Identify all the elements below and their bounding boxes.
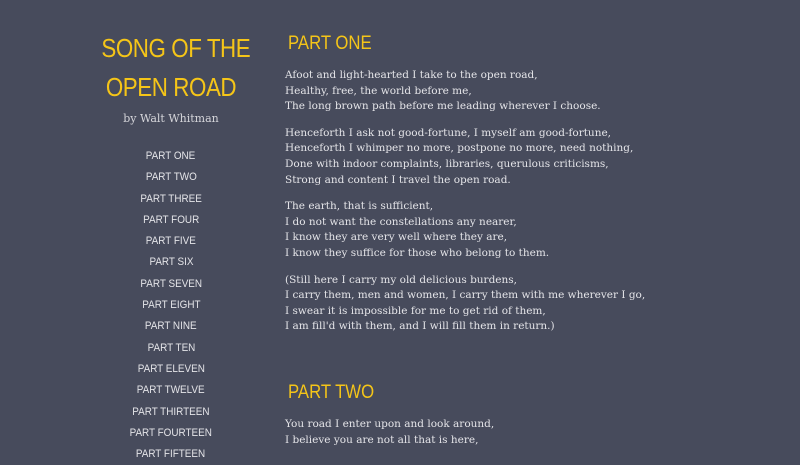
poem-line: Afoot and light-hearted I take to the open road, [285,69,538,81]
book-title-line1: SONG OF THE [101,33,251,63]
poem-line: I swear it is impossible for me to get rid of them, [285,304,546,317]
poem-line: I know they suffice for those who belong to them. [285,246,550,259]
section-part-one [285,32,645,335]
toc-item [90,249,252,270]
author-byline: by Walt Whitman [123,112,219,125]
toc-link-part-nine[interactable]: PART NINE [145,320,197,333]
toc-link-part-six[interactable]: PART SIX [148,256,194,269]
toc-item [90,356,252,377]
poem-line: (Still here I carry my old delicious burdens, [285,273,517,286]
poem-line: Healthy, free, the world before me, [285,84,472,97]
stanzas-part-two [285,417,494,448]
toc-link-part-eight[interactable]: PART EIGHT [141,299,201,312]
stanza [285,417,494,448]
stanza-gap [285,262,645,273]
poem-line: The earth, that is sufficient, [285,200,434,213]
stanza-gap [285,188,645,199]
toc-item [90,228,252,249]
poem-line: You road I enter upon and look around, [285,418,495,430]
toc-link-part-fourteen[interactable]: PART FOURTEEN [129,426,213,439]
table-of-contents [90,143,252,462]
toc-link-part-three[interactable]: PART THREE [140,192,202,205]
toc-link-part-twelve[interactable]: PART TWELVE [137,384,205,397]
poem-line: Done with indoor complaints, libraries, querulous criticisms, [285,157,609,170]
book-title-line2: OPEN ROAD [105,72,237,102]
toc-link-part-fifteen[interactable]: PART FIFTEEN [136,448,206,461]
book-title [101,29,251,107]
toc-link-part-eleven[interactable]: PART ELEVEN [137,362,205,375]
section-part-two [285,381,494,448]
toc-link-part-thirteen[interactable]: PART THIRTEEN [132,405,210,418]
poem-line: I do not want the constellations any nearer, [285,215,517,228]
stanza [285,273,645,335]
toc-item [90,313,252,334]
toc-link-part-one[interactable]: PART ONE [146,150,196,162]
stanza [285,199,645,261]
toc-item [90,335,252,356]
toc-item [90,377,252,398]
poem-line: I believe you are not all that is here, [285,433,479,446]
toc-item [90,186,252,207]
poem-line: I know they are very well where they are, [285,231,508,244]
stanza [285,68,645,115]
stanza-gap [285,115,645,126]
toc-link-part-four[interactable]: PART FOUR [142,213,200,226]
toc-item [90,207,252,228]
toc-item [90,399,252,420]
toc-item [90,292,252,313]
stanza [285,126,645,188]
section-title-part-one: PART ONE [288,33,372,54]
toc-item [90,143,252,164]
poem-line: Henceforth I whimper no more, postpone no more, need nothing, [285,142,634,155]
poem-line: I am fill'd with them, and I will fill them in return.) [285,320,555,333]
toc-item [90,164,252,185]
sidebar [90,0,252,462]
poem-line: The long brown path before me leading wherever I choose. [285,100,601,113]
toc-link-part-seven[interactable]: PART SEVEN [140,277,202,290]
toc-link-part-ten[interactable]: PART TEN [147,341,195,354]
section-title-part-two: PART TWO [288,382,375,403]
toc-item [90,420,252,441]
stanzas-part-one [285,68,645,335]
toc-link-part-two[interactable]: PART TWO [145,171,197,184]
toc-link-part-five[interactable]: PART FIVE [145,235,197,248]
poem-line: I carry them, men and women, I carry them with me wherever I go, [285,289,646,302]
poem-line: Strong and content I travel the open road. [285,173,511,186]
toc-item [90,441,252,462]
poem-line: Henceforth I ask not good-fortune, I myself am good-fortune, [285,126,612,139]
toc-item [90,271,252,292]
